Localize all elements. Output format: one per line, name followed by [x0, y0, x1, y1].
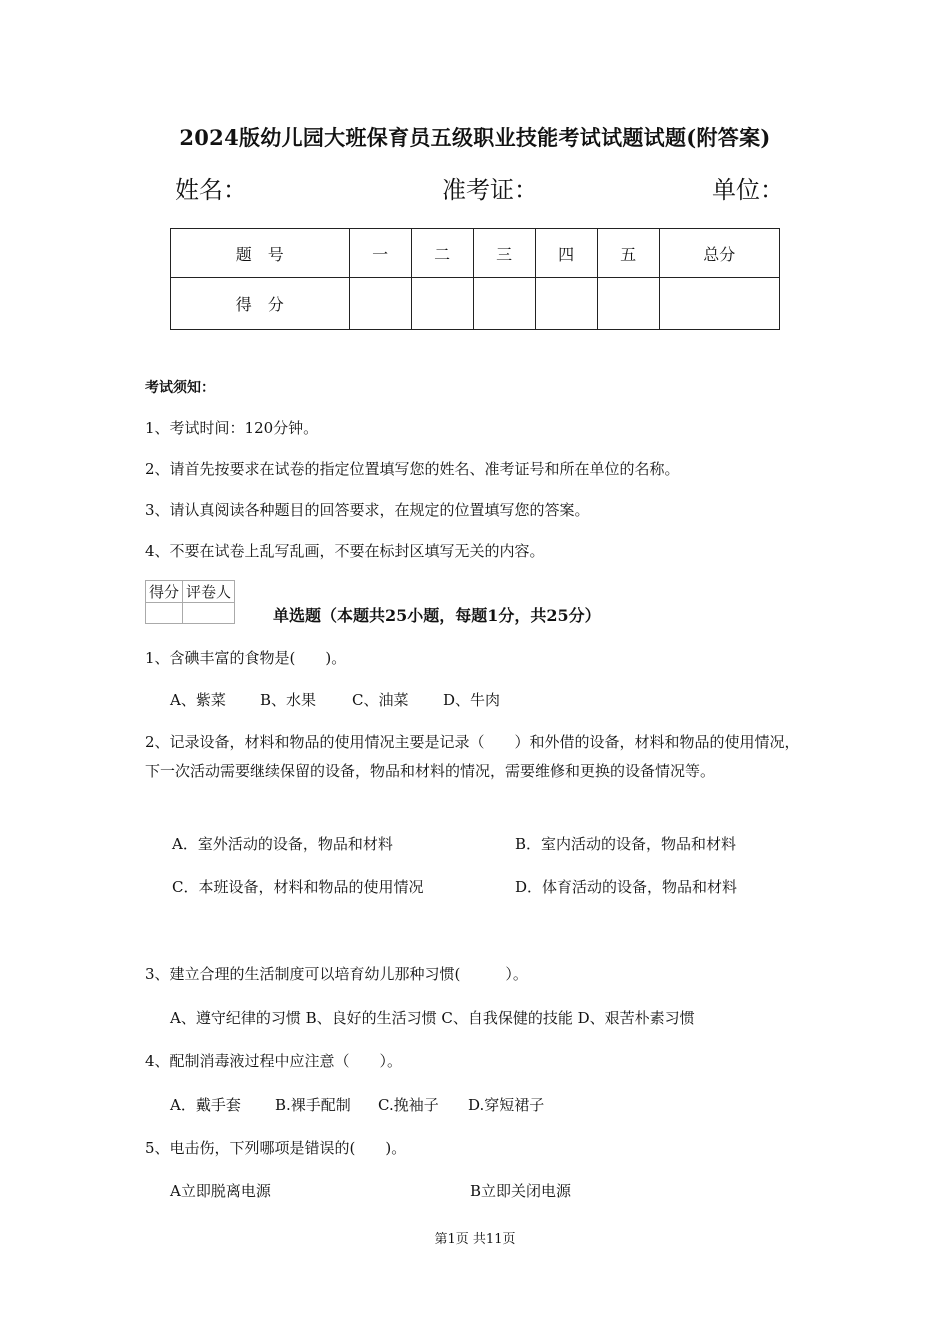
unit-label: 单位：: [712, 176, 784, 204]
score-table-header-cell: 三: [473, 229, 535, 278]
score-table-header-cell: 题 号: [171, 229, 350, 278]
option: C、油菜: [352, 691, 409, 709]
option: C．本班设备，材料和物品的使用情况: [172, 878, 424, 896]
grader-score-cell[interactable]: [146, 603, 183, 624]
option: B、水果: [260, 691, 317, 709]
score-table: [170, 228, 780, 330]
option: B立即关闭电源: [470, 1182, 572, 1200]
option: A．室外活动的设备，物品和材料: [172, 835, 393, 853]
notice-item: 2、请首先按要求在试卷的指定位置填写您的姓名、准考证号和所在单位的名称。: [145, 460, 680, 478]
option: C.挽袖子: [378, 1096, 439, 1114]
page-footer: 第1页 共11页: [434, 1232, 516, 1247]
score-table-header-row: [171, 229, 780, 278]
option: A、紫菜: [170, 691, 226, 709]
score-cell[interactable]: [659, 278, 779, 330]
question-stem: 4、配制消毒液过程中应注意（ ）。: [145, 1052, 403, 1070]
score-cell[interactable]: [535, 278, 597, 330]
question-stem: 1、含碘丰富的食物是( )。: [145, 649, 347, 667]
score-table-header-cell: 四: [535, 229, 597, 278]
grader-reviewer-cell[interactable]: [183, 603, 235, 624]
score-cell[interactable]: [349, 278, 411, 330]
name-label: 姓名：: [175, 176, 247, 204]
score-table-header-cell: 一: [349, 229, 411, 278]
notice-heading: 考试须知：: [145, 380, 215, 396]
page-title: 2024版幼儿园大班保育员五级职业技能考试试题试题(附答案): [179, 125, 771, 150]
grader-score-label: 得分: [146, 581, 183, 603]
score-table-score-row: [171, 278, 780, 330]
notice-item: 3、请认真阅读各种题目的回答要求，在规定的位置填写您的答案。: [145, 501, 590, 519]
section-title: 单选题（本题共25小题，每题1分，共25分）: [273, 606, 601, 625]
option: B.裸手配制: [275, 1096, 351, 1114]
option: D.穿短裙子: [468, 1096, 545, 1114]
score-table-header-cell: 二: [411, 229, 473, 278]
grader-table: [145, 580, 235, 624]
options-line: A、遵守纪律的习惯 B、良好的生活习惯 C、自我保健的技能 D、艰苦朴素习惯: [170, 1009, 695, 1027]
grader-reviewer-label: 评卷人: [183, 581, 235, 603]
exam-id-label: 准考证：: [442, 176, 538, 204]
score-table-header-cell: 总分: [659, 229, 779, 278]
notice-item: 4、不要在试卷上乱写乱画，不要在标封区填写无关的内容。: [145, 542, 545, 560]
score-row-label: 得 分: [171, 278, 350, 330]
question-stem: 2、记录设备，材料和物品的使用情况主要是记录（ ）和外借的设备，材料和物品的使用情况，下一次活动需要继续保留的设备，物品和材料的情况，需要维修和更换的设备情况等。: [145, 733, 800, 780]
option: A．戴手套: [170, 1096, 241, 1114]
option: B．室内活动的设备，物品和材料: [515, 835, 737, 853]
option: A立即脱离电源: [170, 1182, 271, 1200]
score-cell[interactable]: [473, 278, 535, 330]
option: D、牛肉: [443, 691, 501, 709]
option: D．体育活动的设备，物品和材料: [515, 878, 738, 896]
score-cell[interactable]: [597, 278, 659, 330]
score-table-header-cell: 五: [597, 229, 659, 278]
score-cell[interactable]: [411, 278, 473, 330]
question-stem: 3、建立合理的生活制度可以培育幼儿那种习惯( ）。: [145, 965, 528, 983]
question-stem: 5、电击伤，下列哪项是错误的( )。: [145, 1139, 407, 1157]
notice-item: 1、考试时间：120分钟。: [145, 419, 319, 437]
